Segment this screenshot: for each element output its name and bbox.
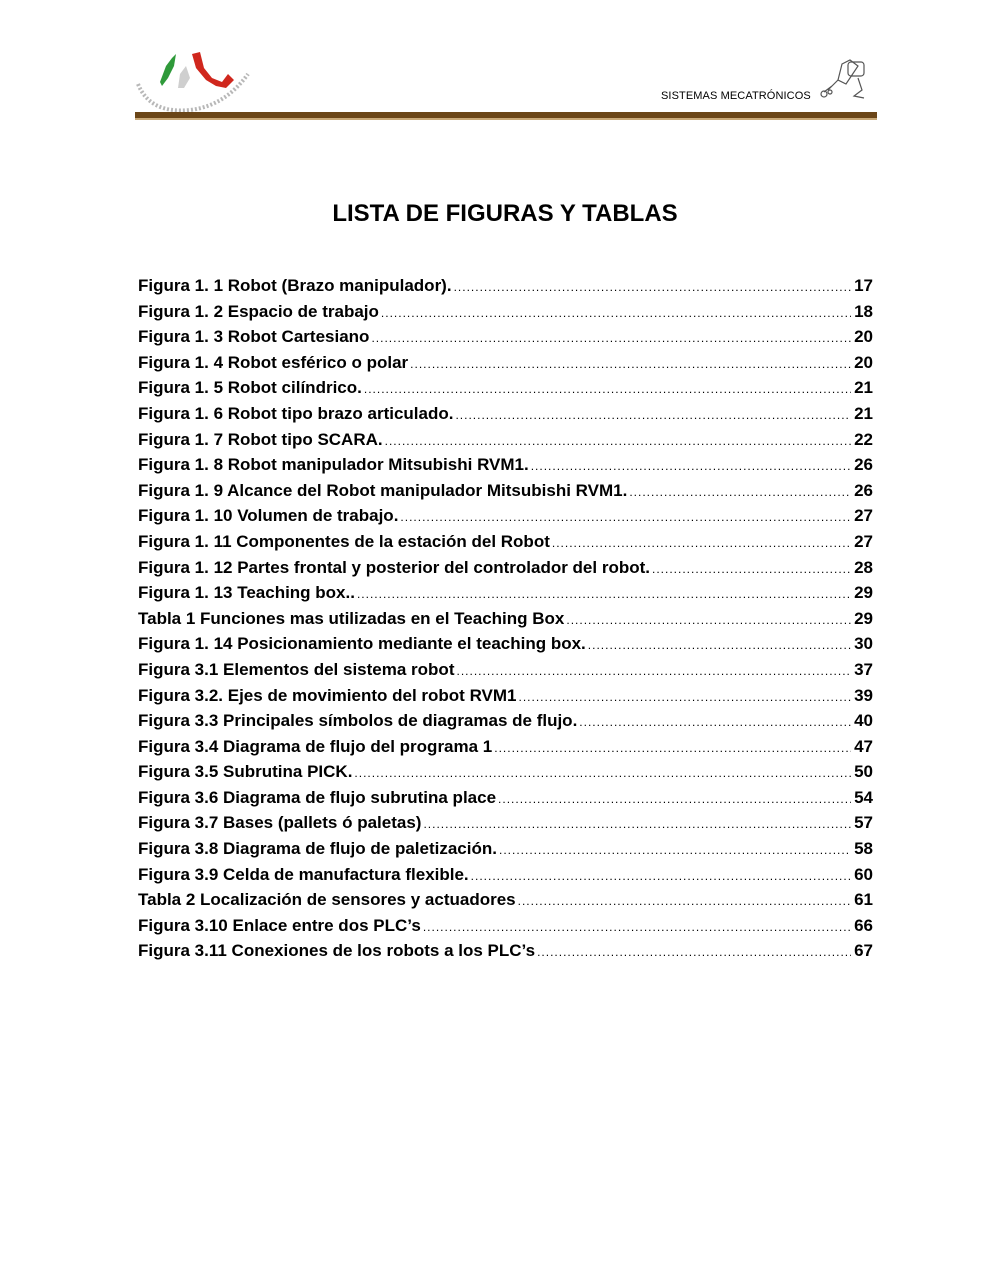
dot-leader [423,817,851,831]
dot-leader [518,894,851,908]
toc-entry-label: Figura 3.7 Bases (pallets ó paletas) [138,813,422,833]
toc-entry[interactable] [138,378,873,404]
toc-entry[interactable] [138,686,873,712]
toc-entry-label: Figura 1. 7 Robot tipo SCARA. [138,429,383,449]
toc-entry[interactable] [138,353,873,379]
toc-entry-page: 28 [854,557,873,577]
toc-entry-label: Figura 3.4 Diagrama de flujo del programa 1 [138,736,493,756]
dot-leader [400,510,851,524]
toc-entry-label: Tabla 2 Localización de sensores y actuadores [138,890,516,910]
toc-entry-label: Figura 1. 2 Espacio de trabajo [138,301,379,321]
toc-entry-page: 60 [854,864,873,884]
toc-entry-label: Figura 3.1 Elementos del sistema robot [138,659,455,679]
dot-leader [499,843,851,857]
toc-entry-label: Figura 1. 10 Volumen de trabajo. [138,506,399,526]
dot-leader [579,715,851,729]
toc-entry-label: Figura 1. 1 Robot (Brazo manipulador). [138,276,452,295]
toc-entry-page: 37 [854,659,873,679]
toc-entry-label: Figura 3.8 Diagrama de flujo de paletización. [138,839,497,859]
toc-entry-page: 66 [854,915,873,935]
dot-leader [494,741,851,755]
toc-entry-page: 26 [854,455,873,475]
toc-entry-label: Figura 1. 6 Robot tipo brazo articulado. [138,403,454,423]
toc-entry[interactable] [138,506,873,532]
toc-entry-label: Figura 3.2. Ejes de movimiento del robot RVM1 [138,685,517,705]
toc-entry-label: Figura 1. 11 Componentes de la estación del Robot [138,531,550,551]
toc-entry-page: 27 [854,531,873,551]
toc-entry-page: 26 [854,480,873,500]
toc-entry-page: 54 [854,787,873,807]
mexico-map-logo-icon [130,44,252,116]
toc-entry-label: Figura 3.10 Enlace entre dos PLC’s [138,915,421,935]
toc-entry[interactable] [138,788,873,814]
toc-entry-page: 47 [854,736,873,756]
dot-leader [531,459,851,473]
dot-leader [410,357,851,371]
toc-entry-page: 21 [854,378,873,398]
toc-entry-label: Figura 1. 14 Posicionamiento mediante el teaching box. [138,634,586,654]
toc-entry-label: Figura 3.11 Conexiones de los robots a los PLC’s [138,941,536,961]
dot-leader [456,664,851,678]
toc-entry[interactable] [138,455,873,481]
header-rule-accent [135,118,877,120]
toc-entry-page: 18 [854,301,873,321]
dot-leader [354,766,851,780]
dot-leader [455,408,851,422]
dot-leader [652,562,851,576]
toc-entry-page: 17 [854,276,873,295]
toc-entry-label: Figura 3.5 Subrutina PICK. [138,762,353,782]
dot-leader [552,536,851,550]
toc-entry[interactable] [138,839,873,865]
toc-entry[interactable] [138,660,873,686]
dot-leader [357,587,851,601]
toc-entry[interactable] [138,941,873,967]
toc-entry-page: 57 [854,813,873,833]
toc-entry[interactable] [138,762,873,788]
toc-entry-page: 39 [854,685,873,705]
toc-entry-label: Figura 1. 13 Teaching box.. [138,583,355,603]
toc-entry-page: 27 [854,506,873,526]
toc-entry[interactable] [138,634,873,660]
dot-leader [381,306,851,320]
dot-leader [454,280,852,294]
toc-entry[interactable] [138,890,873,916]
toc-entry[interactable] [138,813,873,839]
dot-leader [364,382,851,396]
toc-entry-page: 20 [854,352,873,372]
toc-entry[interactable] [138,430,873,456]
page-title: LISTA DE FIGURAS Y TABLAS [332,200,678,227]
toc-entry[interactable] [138,404,873,430]
dot-leader [498,792,851,806]
toc-entry-page: 50 [854,762,873,782]
toc-entry[interactable] [138,711,873,737]
toc-entry-page: 29 [854,608,873,628]
toc-entry-page: 58 [854,839,873,859]
toc-entry[interactable] [138,302,873,328]
toc-entry[interactable] [138,865,873,891]
dot-leader [537,945,851,959]
dot-leader [519,690,852,704]
toc-entry-page: 30 [854,634,873,654]
dot-leader [423,920,851,934]
toc-entry-label: Figura 1. 3 Robot Cartesiano [138,327,370,347]
dot-leader [566,613,851,627]
toc-entry[interactable] [138,609,873,635]
toc-entry-page: 22 [854,429,873,449]
toc-entry-page: 40 [854,711,873,731]
toc-entry-label: Figura 3.3 Principales símbolos de diagramas de flujo. [138,711,578,731]
toc-entry-label: Figura 1. 12 Partes frontal y posterior del controlador del robot. [138,557,650,577]
robot-arm-icon [818,56,876,102]
table-of-figures [138,276,873,967]
toc-entry-page: 20 [854,327,873,347]
toc-entry-label: Figura 1. 9 Alcance del Robot manipulador Mitsubishi RVM1. [138,480,628,500]
toc-entry-page: 21 [854,403,873,423]
dot-leader [371,331,851,345]
dot-leader [471,869,851,883]
toc-entry-label: Figura 3.6 Diagrama de flujo subrutina place [138,787,497,807]
toc-entry-label: Figura 3.9 Celda de manufactura flexible. [138,864,469,884]
toc-entry-page: 67 [854,941,873,961]
toc-entry[interactable] [138,737,873,763]
toc-entry-label: Figura 1. 4 Robot esférico o polar [138,352,409,372]
header-title: SISTEMAS MECATRÓNICOS [661,90,811,102]
dot-leader [629,485,851,499]
toc-entry[interactable] [138,916,873,942]
toc-entry[interactable] [138,481,873,507]
dot-leader [588,638,851,652]
toc-entry-label: Figura 1. 8 Robot manipulador Mitsubishi RVM1. [138,455,529,475]
dot-leader [385,434,851,448]
toc-entry-label: Tabla 1 Funciones mas utilizadas en el Teaching Box [138,608,565,628]
toc-entry-page: 29 [854,583,873,603]
toc-entry[interactable] [138,327,873,353]
toc-entry[interactable] [138,558,873,584]
toc-entry-label: Figura 1. 5 Robot cilíndrico. [138,378,362,398]
toc-entry-page: 61 [854,890,873,910]
toc-entry[interactable] [138,532,873,558]
toc-entry[interactable] [138,583,873,609]
toc-entry[interactable] [138,276,873,302]
